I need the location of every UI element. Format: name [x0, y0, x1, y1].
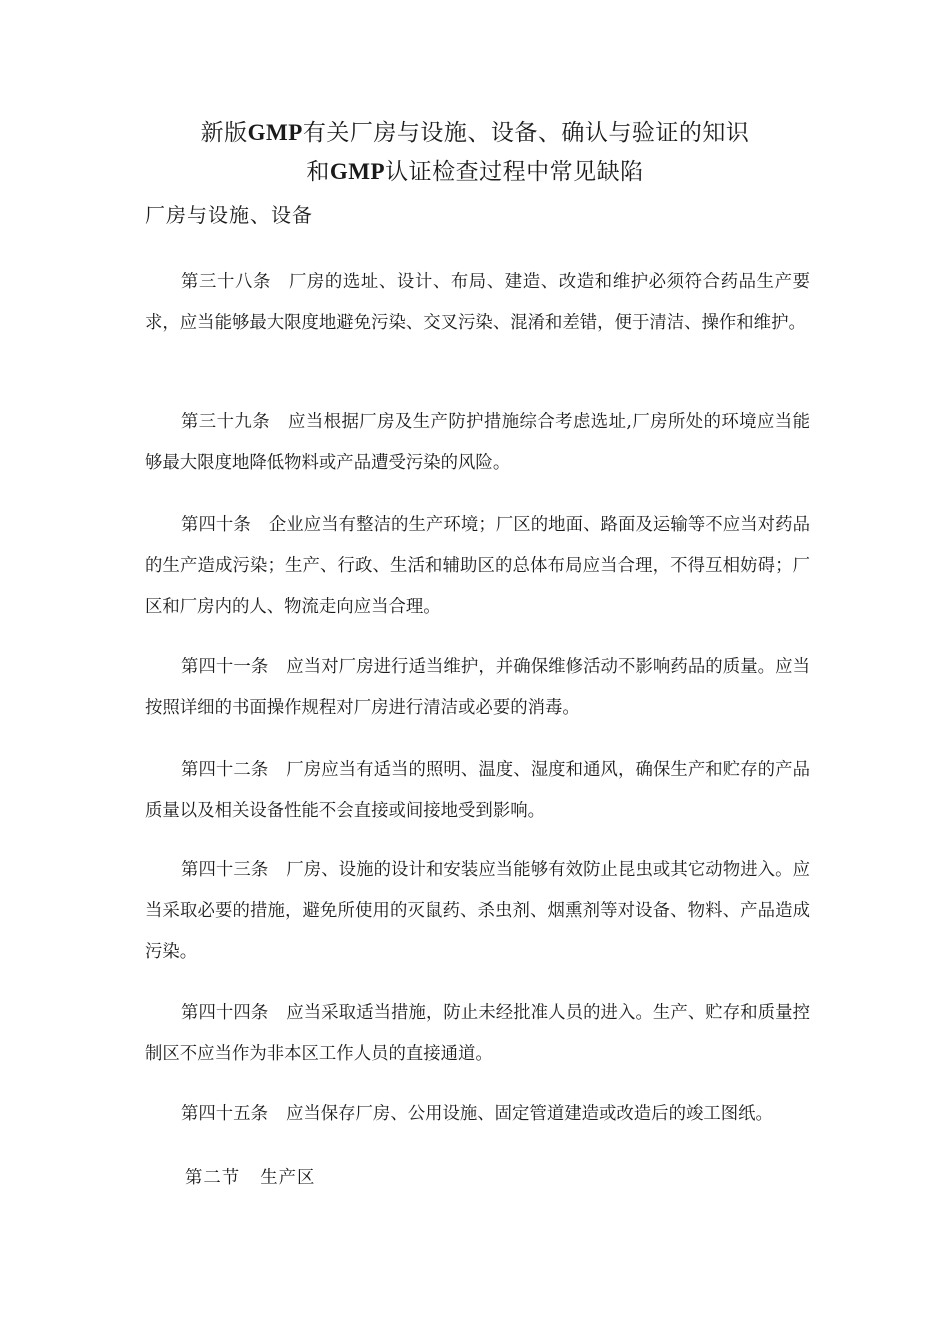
article-number: 第四十五条: [181, 1104, 268, 1124]
article-text: 厂房、设施的设计和安装应当能够有效防止昆虫或其它动物进入。应当采取必要的措施，避免所使用的灭鼠药、杀虫剂、烟熏剂等对设备、物料、产品造成污染。: [145, 860, 810, 962]
section-heading: 厂房与设施、设备: [145, 203, 313, 227]
subsection-number: 第二节: [185, 1168, 241, 1188]
title-1-pre: 新版: [200, 120, 248, 146]
article-number: 第三十八条: [181, 272, 271, 292]
article-text: 应当采取适当措施，防止未经批准人员的进入。生产、贮存和质量控制区不应当作为非本区工作人员的直接通道。: [145, 1003, 810, 1064]
article-text: 应当根据厂房及生产防护措施综合考虑选址,厂房所处的环境应当能够最大限度地降低物料或产品遭受污染的风险。: [145, 412, 810, 473]
document-title-line-1: [0, 118, 950, 148]
article-paragraph: [145, 993, 810, 1075]
title-2-post: 认证检查过程中常见缺陷: [385, 159, 644, 185]
article-number: 第三十九条: [181, 412, 271, 432]
title-2-gmp: GMP: [329, 159, 386, 184]
article-number: 第四十条: [181, 515, 251, 535]
article-text: 企业应当有整洁的生产环境；厂区的地面、路面及运输等不应当对药品的生产造成污染；生产、行政、生活和辅助区的总体布局应当合理，不得互相妨碍；厂区和厂房内的人、物流走向应当合理。: [145, 515, 810, 617]
subsection-heading: [185, 1164, 315, 1192]
article-number: 第四十三条: [181, 860, 269, 880]
article-paragraph: [145, 1094, 810, 1135]
article-paragraph: [145, 750, 810, 832]
article-paragraph: [145, 262, 810, 344]
article-number: 第四十一条: [181, 657, 269, 677]
article-text: 应当保存厂房、公用设施、固定管道建造或改造后的竣工图纸。: [285, 1104, 773, 1124]
article-paragraph: [145, 402, 810, 484]
article-number: 第四十二条: [181, 760, 269, 780]
article-paragraph: [145, 505, 810, 628]
title-1-gmp: GMP: [247, 120, 303, 145]
article-number: 第四十四条: [181, 1003, 269, 1023]
document-title-line-2: [0, 157, 950, 187]
article-paragraph: [145, 850, 810, 973]
article-text: 厂房的选址、设计、布局、建造、改造和维护必须符合药品生产要求，应当能够最大限度地避免污染、交叉污染、混淆和差错，便于清洁、操作和维护。: [145, 272, 810, 333]
title-2-pre: 和: [306, 159, 330, 185]
title-1-post: 有关厂房与设施、设备、确认与验证的知识: [302, 120, 750, 146]
article-paragraph: [145, 647, 810, 729]
article-text: 厂房应当有适当的照明、温度、湿度和通风，确保生产和贮存的产品质量以及相关设备性能不会直接或间接地受到影响。: [145, 760, 810, 821]
subsection-title: 生产区: [260, 1168, 316, 1188]
article-text: 应当对厂房进行适当维护，并确保维修活动不影响药品的质量。应当按照详细的书面操作规程对厂房进行清洁或必要的消毒。: [145, 657, 810, 718]
